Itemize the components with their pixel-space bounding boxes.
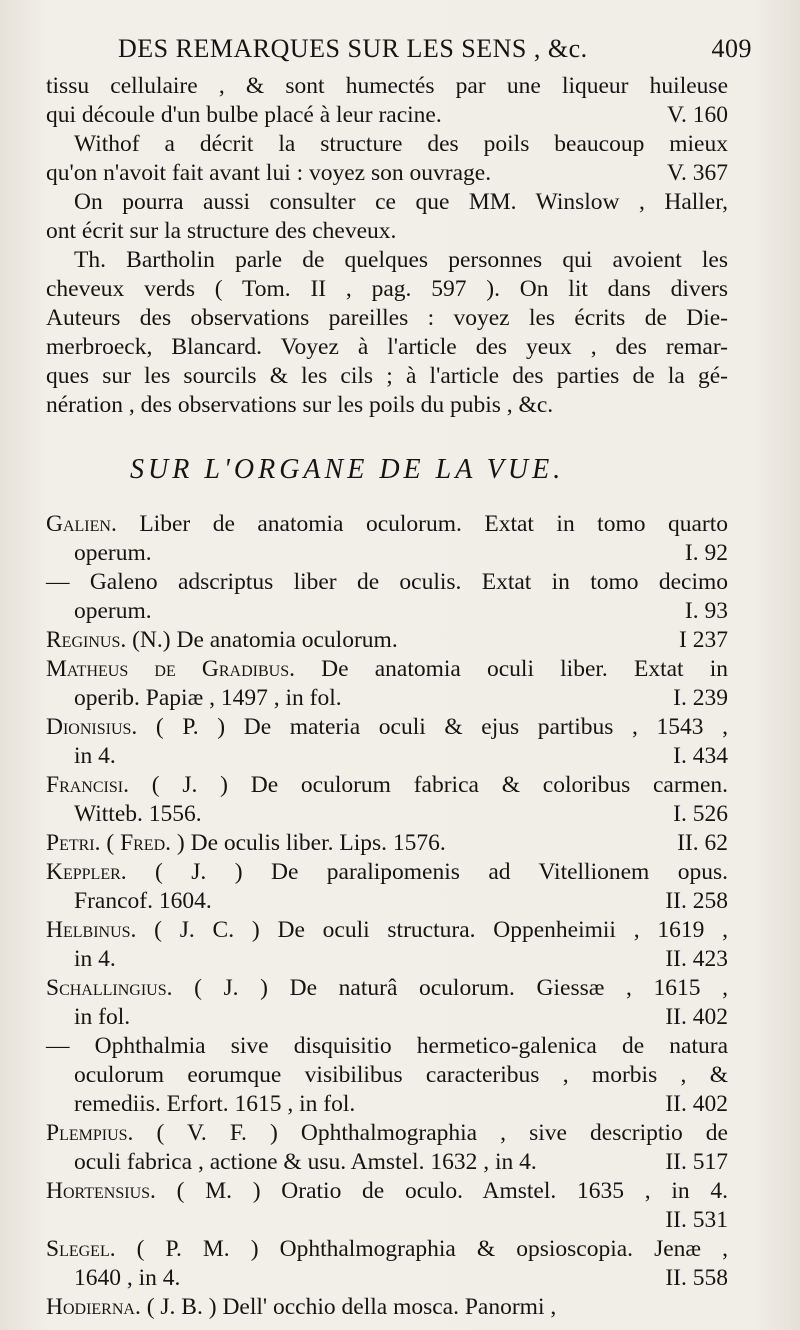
line-text: merbroeck, Blancard. Voyez à l'article des yeux , des remar-: [46, 334, 728, 360]
volume-reference: V. 160: [667, 102, 728, 128]
entry-line: [46, 539, 728, 568]
text-line: [46, 130, 728, 159]
volume-reference: I. 92: [684, 540, 728, 566]
text-line: [46, 333, 728, 362]
entry-line: [46, 771, 728, 800]
entry-text: Liber de anatomia oculorum. Extat in tomo quarto: [139, 511, 729, 537]
entry-author: Francisi. ( J. ): [46, 772, 228, 798]
bibliography-entry: [46, 568, 728, 626]
entry-line: [46, 1003, 728, 1032]
entry-text: De naturâ oculorum. Giessæ , 1615 ,: [289, 975, 729, 1001]
entry-text: De anatomia oculi liber. Extat in: [321, 656, 728, 682]
page-body: [46, 72, 728, 1322]
line-text: Withof a décrit la structure des poils beaucoup mieux: [74, 131, 728, 157]
entry-text: in 4.: [74, 946, 116, 972]
entry-line: [46, 1177, 728, 1206]
entry-author: Plempius. ( V. F. ): [46, 1120, 278, 1146]
line-text: qui découle d'un bulbe placé à leur racine.: [46, 102, 442, 128]
entry-line: [46, 1206, 728, 1235]
line-text: Auteurs des observations pareilles : voyez les écrits de Die-: [46, 305, 728, 331]
entry-line: [46, 1235, 728, 1264]
bibliography-entry: [46, 713, 728, 771]
entry-line: [46, 568, 728, 597]
entry-author: —: [46, 569, 70, 595]
entry-text: Ophthalmographia & opsioscopia. Jenæ ,: [279, 1236, 729, 1262]
text-line: [46, 275, 728, 304]
bibliography-entry: [46, 1235, 728, 1293]
entry-author: —: [46, 1033, 70, 1059]
entry-author: Petri. ( Fred. ): [46, 830, 185, 856]
entry-text: remediis. Erfort. 1615 , in fol.: [74, 1091, 356, 1117]
entry-text: in 4.: [74, 743, 116, 769]
section-heading: SUR L'ORGANE DE LA VUE.: [130, 454, 565, 485]
entry-author: Helbinus. ( J. C. ): [46, 917, 260, 943]
entry-author: Keppler. ( J. ): [46, 859, 243, 885]
entry-author: Schallingius. ( J. ): [46, 975, 269, 1001]
volume-reference: I 237: [679, 627, 728, 653]
entry-line: [46, 742, 728, 771]
entry-author: Hortensius. ( M. ): [46, 1178, 261, 1204]
volume-reference: V. 367: [667, 160, 728, 186]
intro-paragraphs: [46, 72, 728, 420]
volume-reference: II. 423: [665, 946, 728, 972]
entry-text: De anatomia oculorum.: [176, 627, 398, 653]
entry-text: De paralipomenis ad Vitellionem opus.: [270, 859, 729, 885]
entry-text: Francof. 1604.: [74, 888, 212, 914]
entry-line: [46, 1293, 728, 1322]
volume-reference: II. 402: [665, 1004, 728, 1030]
volume-reference: I. 434: [673, 743, 728, 769]
entry-line: [46, 655, 728, 684]
bibliography-entry: [46, 1032, 728, 1119]
page-number: 409: [711, 34, 752, 63]
entry-line: [46, 887, 728, 916]
entry-line: [46, 945, 728, 974]
running-head-title: DES REMARQUES SUR LES SENS , &c.: [118, 34, 588, 63]
bibliography-entry: [46, 1119, 728, 1177]
entry-text: De oculi structura. Oppenheimii , 1619 ,: [277, 917, 729, 943]
line-text: On pourra aussi consulter ce que MM. Winslow , Haller,: [74, 189, 728, 215]
line-text: cheveux verds ( Tom. II , pag. 597 ). On lit dans divers: [46, 276, 728, 302]
volume-reference: II. 62: [677, 830, 728, 856]
line-text: qu'on n'avoit fait avant lui : voyez son ouvrage.: [46, 160, 492, 186]
entry-line: [46, 1090, 728, 1119]
bibliography-entry: [46, 916, 728, 974]
text-line: [46, 101, 728, 130]
volume-reference: I. 526: [673, 801, 728, 827]
entry-line: [46, 626, 728, 655]
entry-text: Ophthalmia sive disquisitio hermetico-galenica de natura: [94, 1033, 728, 1059]
bibliography-entry: [46, 626, 728, 655]
entry-text: operum.: [74, 598, 152, 624]
entry-author: Hodierna. ( J. B. ): [46, 1294, 217, 1320]
bibliography-entry: [46, 771, 728, 829]
entry-line: [46, 916, 728, 945]
volume-reference: II. 558: [665, 1265, 728, 1291]
entry-text: Galeno adscriptus liber de oculis. Extat in tomo decimo: [89, 569, 729, 595]
entry-line: [46, 858, 728, 887]
entry-text: De oculis liber. Lips. 1576.: [190, 830, 446, 856]
volume-reference: II. 402: [665, 1091, 728, 1117]
entry-line: [46, 1119, 728, 1148]
entry-line: [46, 829, 728, 858]
text-line: [46, 246, 728, 275]
entry-text: Ophthalmographia , sive descriptio de: [300, 1120, 728, 1146]
entry-text: in fol.: [74, 1004, 131, 1030]
entry-author: Galien.: [46, 511, 117, 537]
entry-text: Oratio de oculo. Amstel. 1635 , in 4.: [281, 1178, 728, 1204]
bibliography-entry: [46, 1177, 728, 1235]
line-text: ques sur les sourcils & les cils ; à l'article des parties de la gé-: [46, 363, 728, 389]
volume-reference: II. 517: [665, 1149, 728, 1175]
text-line: [46, 188, 728, 217]
entry-line: [46, 510, 728, 539]
text-line: [46, 391, 728, 420]
entry-text: Dell' occhio della mosca. Panormi ,: [222, 1294, 557, 1320]
entry-line: [46, 800, 728, 829]
entry-text: operum.: [74, 540, 152, 566]
entry-line: [46, 1148, 728, 1177]
entry-author: Dionisius. ( P. ): [46, 714, 226, 740]
entry-text: oculorum eorumque visibilibus caracteribus , morbis , &: [74, 1062, 728, 1088]
bibliography-list: [46, 510, 728, 1322]
entry-author: Reginus. (N.): [46, 627, 171, 653]
line-text: Th. Bartholin parle de quelques personnes qui avoient les: [74, 247, 728, 273]
entry-line: [46, 597, 728, 626]
volume-reference: II. 258: [665, 888, 728, 914]
entry-line: [46, 713, 728, 742]
entry-line: [46, 974, 728, 1003]
volume-reference: I. 239: [673, 685, 728, 711]
text-line: [46, 362, 728, 391]
entry-text: operib. Papiæ , 1497 , in fol.: [74, 685, 342, 711]
bibliography-entry: [46, 510, 728, 568]
entry-line: [46, 1061, 728, 1090]
line-text: ont écrit sur la structure des cheveux.: [46, 218, 397, 244]
entry-author: Slegel. ( P. M. ): [46, 1236, 259, 1262]
entry-text: oculi fabrica , actione & usu. Amstel. 1632 , in 4.: [74, 1149, 537, 1175]
bibliography-entry: [46, 974, 728, 1032]
text-line: [46, 159, 728, 188]
entry-line: [46, 1264, 728, 1293]
text-line: [46, 304, 728, 333]
volume-reference: I. 93: [684, 598, 728, 624]
bibliography-entry: [46, 858, 728, 916]
entry-line: [46, 1032, 728, 1061]
volume-reference: II. 531: [665, 1207, 728, 1233]
entry-text: Witteb. 1556.: [74, 801, 202, 827]
entry-text: De materia oculi & ejus partibus , 1543 ,: [243, 714, 728, 740]
entry-author: Matheus de Gradibus.: [46, 656, 295, 682]
bibliography-entry: [46, 655, 728, 713]
text-line: [46, 72, 728, 101]
line-text: nération , des observations sur les poils du pubis , &c.: [46, 392, 554, 418]
bibliography-entry: [46, 1293, 728, 1322]
entry-text: De oculorum fabrica & coloribus carmen.: [250, 772, 729, 798]
entry-line: [46, 684, 728, 713]
bibliography-entry: [46, 829, 728, 858]
running-head: [118, 34, 752, 74]
text-line: [46, 217, 728, 246]
entry-text: 1640 , in 4.: [74, 1265, 181, 1291]
line-text: tissu cellulaire , & sont humectés par une liqueur huileuse: [46, 73, 728, 99]
